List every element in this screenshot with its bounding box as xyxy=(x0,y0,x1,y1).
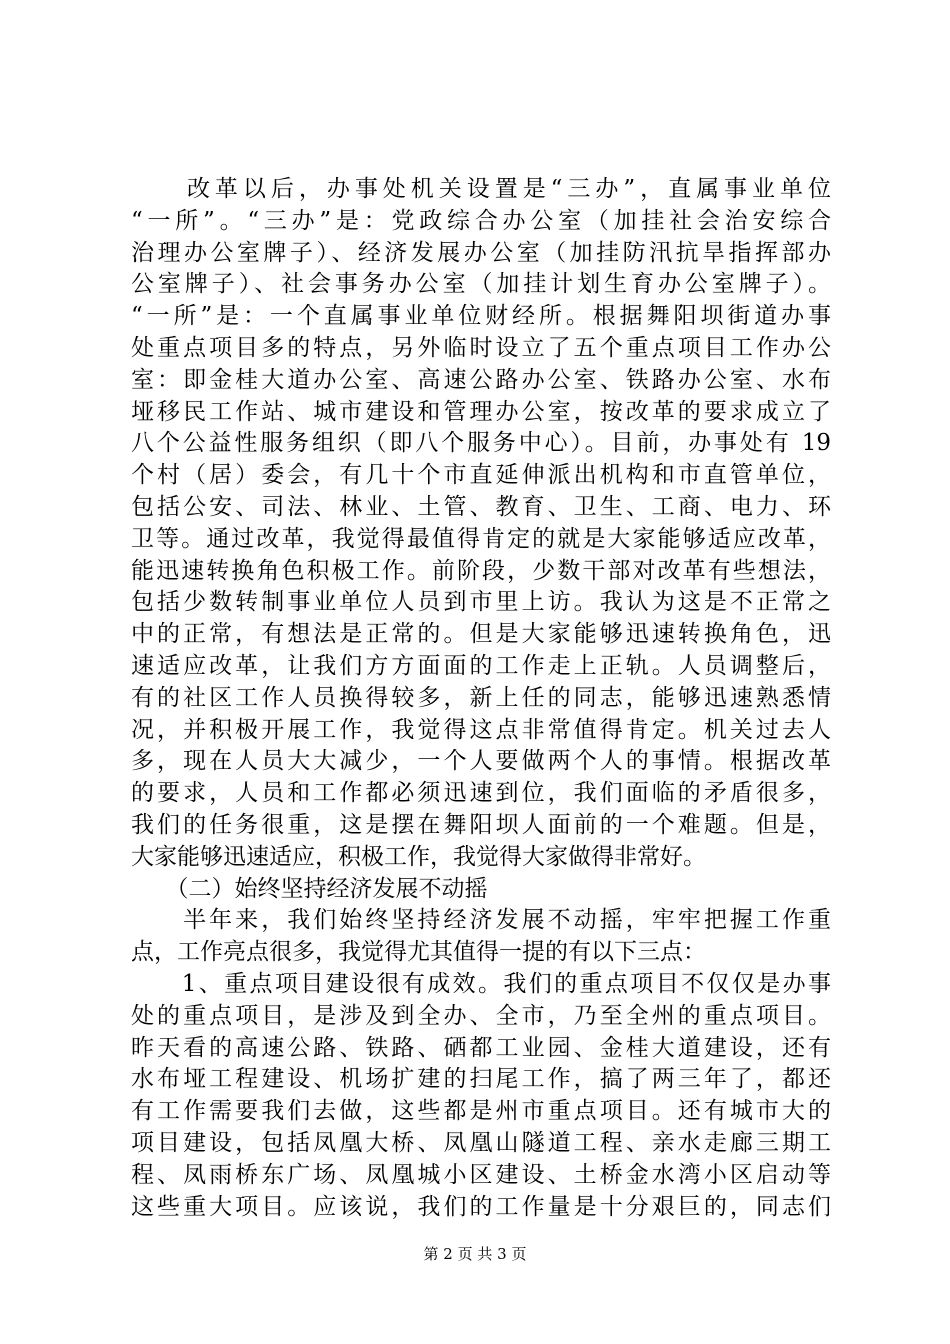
text-line: 况，并积极开展工作，我觉得这点非常值得肯定。机关过去人 xyxy=(131,716,831,743)
text-line: 点，工作亮点很多，我觉得尤其值得一提的有以下三点： xyxy=(131,939,706,966)
text-line: 包括少数转制事业单位人员到市里上访。我认为这是不正常之 xyxy=(131,589,831,616)
text-line: 改革以后，办事处机关设置是“三办”，直属事业单位 xyxy=(131,176,831,202)
text-line: 半年来，我们始终坚持经济发展不动摇，牢牢把握工作重 xyxy=(131,907,831,934)
text-line: 这些重大项目。应该说，我们的工作量是十分艰巨的，同志们 xyxy=(131,1193,831,1220)
text-line: 垭移民工作站、城市建设和管理办公室，按改革的要求成立了 xyxy=(131,398,831,425)
text-line: “一所”是：一个直属事业单位财经所。根据舞阳坝街道办事 xyxy=(131,303,831,330)
text-line: 的要求，人员和工作都必须迅速到位，我们面临的矛盾很多， xyxy=(131,780,831,807)
text-line: 公室牌子）、社会事务办公室（加挂计划生育办公室牌子）。 xyxy=(131,271,831,298)
text-line: 室：即金桂大道办公室、高速公路办公室、铁路办公室、水布 xyxy=(131,366,831,393)
page-footer: 第 2 页 共 3 页 xyxy=(423,1245,527,1263)
text-line: 包括公安、司法、林业、土管、教育、卫生、工商、电力、环 xyxy=(131,493,831,520)
text-line: 大家能够迅速适应，积极工作，我觉得大家做得非常好。 xyxy=(131,843,706,870)
text-line: 速适应改革，让我们方方面面的工作走上正轨。人员调整后， xyxy=(131,652,831,679)
text-line: 昨天看的高速公路、铁路、硒都工业园、金桂大道建设，还有 xyxy=(131,1034,831,1061)
text-line: 中的正常，有想法是正常的。但是大家能够迅速转换角色，迅 xyxy=(131,621,831,648)
text-line: 有工作需要我们去做，这些都是州市重点项目。还有城市大的 xyxy=(131,1098,831,1125)
text-line: 程、凤雨桥东广场、凤凰城小区建设、土桥金水湾小区启动等 xyxy=(131,1161,831,1188)
text-line: 项目建设，包括凤凰大桥、凤凰山隧道工程、亲水走廊三期工 xyxy=(131,1129,831,1156)
text-line: 处重点项目多的特点，另外临时设立了五个重点项目工作办公 xyxy=(131,334,831,361)
text-line: 我们的任务很重，这是摆在舞阳坝人面前的一个难题。但是， xyxy=(131,811,831,838)
text-line: 能迅速转换角色积极工作。前阶段，少数干部对改革有些想法， xyxy=(131,557,831,584)
text-line: 卫等。通过改革，我觉得最值得肯定的就是大家能够适应改革， xyxy=(131,525,831,552)
text-line: 个村（居）委会，有几十个市直延伸派出机构和市直管单位， xyxy=(131,462,831,489)
text-line: 多，现在人员大大减少，一个人要做两个人的事情。根据改革 xyxy=(131,748,831,775)
text-line: “一所”。“三办”是：党政综合办公室（加挂社会治安综合 xyxy=(131,207,831,234)
body-text xyxy=(131,174,831,1223)
text-line: 治理办公室牌子）、经济发展办公室（加挂防汛抗旱指挥部办 xyxy=(131,239,831,266)
text-line: 八个公益性服务组织（即八个服务中心）。目前，办事处有 19 xyxy=(131,430,831,457)
text-line: 处的重点项目，是涉及到全办、全市，乃至全州的重点项目。 xyxy=(131,1002,831,1029)
text-line: 1、重点项目建设很有成效。我们的重点项目不仅仅是办事 xyxy=(131,970,831,997)
text-line: 有的社区工作人员换得较多，新上任的同志，能够迅速熟悉情 xyxy=(131,684,831,711)
text-line: 水布垭工程建设、机场扩建的扫尾工作，搞了两三年了，都还 xyxy=(131,1066,831,1093)
text-line: （二）始终坚持经济发展不动摇 xyxy=(131,875,488,902)
